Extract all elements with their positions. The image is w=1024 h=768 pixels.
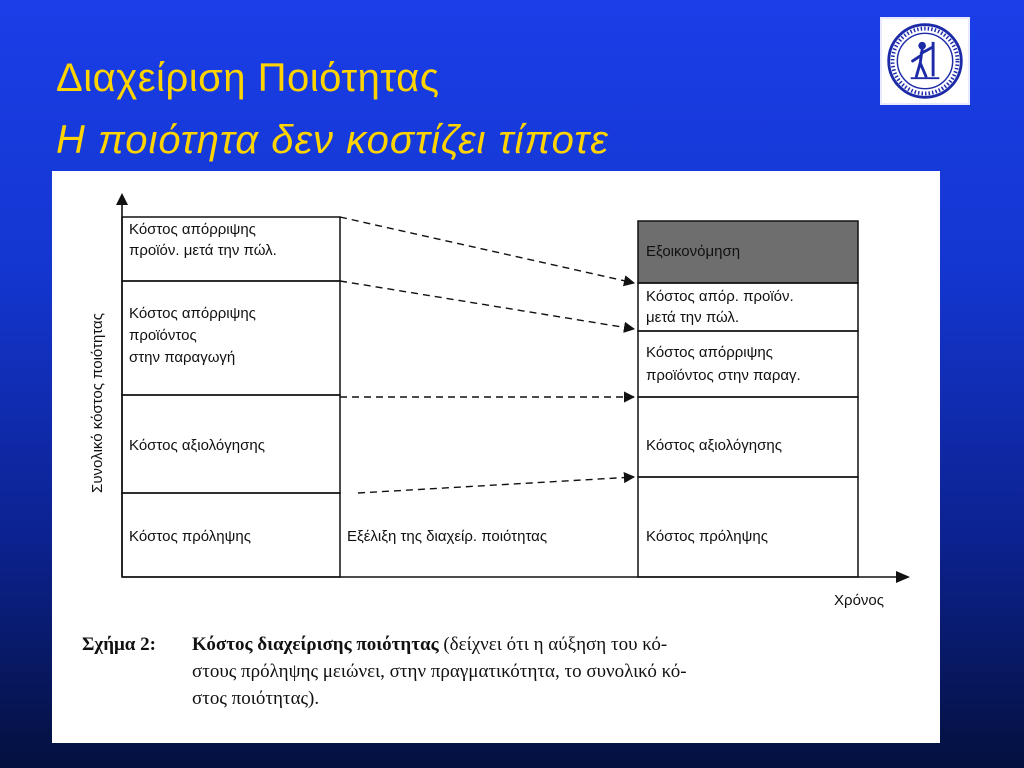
caption-text: (δείχνει ότι η αύξηση του κό- [443,634,668,655]
right-column [638,221,858,577]
caption-heading: Κόστος διαχείρισης ποιότητας [192,634,439,655]
left-box-label-line: Κόστος πρόληψης [129,528,251,545]
right-box-label-line: Κόστος απόρριψης [646,344,773,361]
dashed-arrow [358,477,634,493]
left-box-label-line: Κόστος απόρριψης [129,221,256,238]
slide-subtitle: Η ποιότητα δεν κοστίζει τίποτε [56,118,609,162]
right-box-label-line: προϊόντος στην παραγ. [646,367,801,384]
y-axis-arrow-icon [116,193,128,205]
figure-caption [82,631,914,712]
left-box-label-line: Κόστος αξιολόγησης [129,437,265,454]
left-column [122,217,340,577]
dashed-arrow [340,281,634,329]
right-box-label-line: Εξοικονόμηση [646,243,741,260]
left-box-label-line: προϊόν. μετά την πώλ. [129,242,277,259]
slide-title: Διαχείριση Ποιότητας [56,56,440,100]
diagram-scan [52,171,940,743]
left-box-label-line: προϊόντος [129,327,197,344]
right-box-label-line: Κόστος αξιολόγησης [646,437,782,454]
right-box-label-line: μετά την πώλ. [646,309,740,326]
x-axis-label: Χρόνος [834,592,884,609]
right-box-rejection-production [638,331,858,397]
dashed-connectors [340,217,634,493]
y-axis-label: Συνολικό κόστος ποιότητας [89,313,106,493]
left-box-label-line: Κόστος απόρριψης [129,305,256,322]
university-seal-icon [880,17,970,105]
left-box-label-line: στην παραγωγή [129,349,236,366]
caption-label: Σχήμα 2: [82,634,156,655]
caption-text: στος ποιότητας). [192,688,320,709]
right-box-prevention [638,477,858,577]
x-axis-arrow-icon [896,571,910,583]
right-box-label-line: Κόστος απόρ. προϊόν. [646,288,794,305]
right-box-label-line: Κόστος πρόληψης [646,528,768,545]
middle-evolution-label: Εξέλιξη της διαχείρ. ποιότητας [347,528,548,545]
caption-text: στους πρόληψης μειώνει, στην πραγματικότητα, το συνολικό κό- [192,661,687,682]
dashed-arrow [340,217,634,283]
